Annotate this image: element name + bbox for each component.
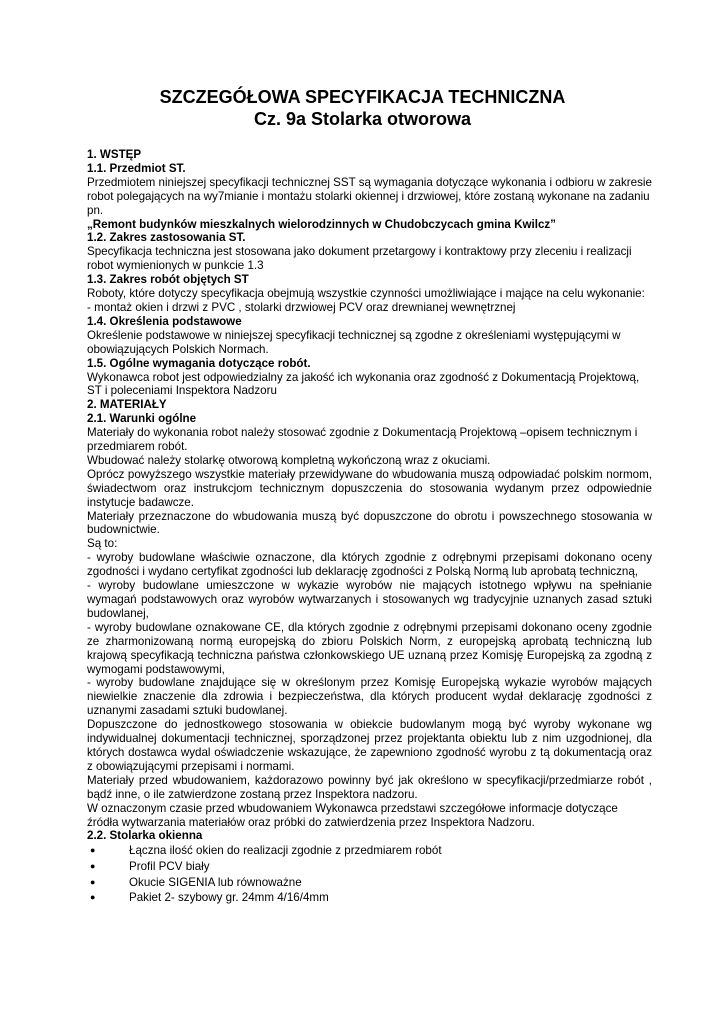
list-item: [87, 843, 652, 859]
paragraph: Przedmiotem niniejszej specyfikacji technicznej SST są wymagania dotyczące wykonania i odbioru w zakresie robot polegających na wy7mianie i montażu stolarki okiennej i drzwiowej, które zostaną wykonane na zadaniu pn.: [87, 175, 652, 217]
bullet-icon: ●: [90, 845, 96, 856]
paragraph: Specyfikacja techniczna jest stosowana jako dokument przetargowy i kontraktowy przy zleceniu i realizacji robot wymienionych w punkcie 1.3: [87, 245, 632, 273]
document-subtitle: Cz. 9a Stolarka otworowa: [253, 109, 472, 129]
list-item-text: Okucie SIGENIA lub równoważne: [129, 875, 302, 889]
window-spec-list: [87, 843, 652, 905]
bullet-icon: ●: [90, 892, 96, 903]
list-item-text: Profil PCV biały: [129, 859, 210, 873]
paragraph: - wyroby budowlane właściwie oznaczone, dla których zgodnie z odrębnymi przepisami dokonano oceny zgodności i wydano certyfikat zgodności lub deklarację zgodności z Polską Normą lub aprobatą techniczną,: [87, 551, 652, 579]
paragraph: W oznaczonym czasie przed wbudowaniem Wykonawca przedstawi szczegółowe informacje dotyczące źródła wytwarzania materiałów oraz próbki do zatwierdzenia przez Inspektora Nadzoru.: [87, 801, 618, 829]
body-paragraphs: [87, 148, 652, 843]
paragraph: Materiały przed wbudowaniem, każdorazowo powinny być jak określono w specyfikacji/przedmiarze robót , bądź inne, o ile zatwierdzone zostaną przez Inspektora nadzoru.: [87, 773, 652, 801]
section-heading: 2.1. Warunki ogólne: [87, 412, 197, 426]
section-heading: 1.5. Ogólne wymagania dotyczące robót.: [87, 356, 311, 370]
paragraph: - wyroby budowlane oznakowane CE, dla których zgodnie z odrębnymi przepisami dokonano oceny zgodnie ze zharmonizowaną normą europejską do zbioru Polskich Norm, z europejską aprobatą techniczną lub krajową specyfikacją techniczna państwa członkowskiego UE uznaną przez Komisję Europejską za zgodną z wymogami podstawowymi,: [87, 620, 652, 676]
list-item: [87, 859, 652, 875]
document-body: [87, 148, 652, 906]
paragraph: Są to:: [87, 537, 118, 551]
paragraph: Określenie podstawowe w niniejszej specyfikacji technicznej są zgodne z określeniami występującymi w obowiązujących Polskich Normach.: [87, 328, 621, 356]
document-title: SZCZEGÓŁOWA SPECYFIKACJA TECHNICZNA: [159, 87, 566, 107]
section-heading: 1.1. Przedmiot ST.: [87, 161, 186, 175]
paragraph: - wyroby budowlane znajdujące się w określonym przez Komisję Europejską wykazie wyrobów mających niewielkie znaczenie dla zdrowia i bezpieczeństwa, dla których producent wydał deklarację zgodności z uznanymi zasadami sztuki budowlanej.: [87, 676, 652, 718]
list-item: [87, 890, 652, 906]
section-heading: 2. MATERIAŁY: [87, 398, 167, 412]
section-heading: 1.2. Zakres zastosowania ST.: [87, 231, 246, 245]
list-item-text: Pakiet 2- szybowy gr. 24mm 4/16/4mm: [129, 891, 329, 905]
list-item-text: Łączna ilość okien do realizacji zgodnie z przedmiarem robót: [129, 844, 442, 858]
paragraph: - wyroby budowlane umieszczone w wykazie wyrobów nie mających istotnego wpływu na spełnianie wymagań podstawowych oraz wyrobów wytwarzanych i stosowanych wg tradycyjnie uznanych zasad sztuki budowlanej,: [87, 579, 652, 620]
paragraph: - montaż okien i drzwi z PVC , stolarki drzwiowej PCV oraz drewnianej wewnętrznej: [87, 300, 516, 314]
bullet-icon: ●: [90, 860, 96, 871]
paragraph: Wbudować należy stolarkę otworową kompletną wykończoną wraz z okuciami.: [87, 453, 491, 467]
section-heading: 2.2. Stolarka okienna: [87, 829, 203, 843]
list-item: [87, 875, 652, 891]
paragraph: Dopuszczone do jednostkowego stosowania w obiekcie budowlanym mogą być wyroby wykonane wg indywidualnej dokumentacji technicznej, sporządzonej przez projektanta obiektu lub z nim uzgodnionej, dla których dostawca wydal oświadczenie wskazujące, że zapewniono zgodność wyrobu z tą dokumentacją oraz z obowiązującymi przepisami i normami.: [87, 718, 652, 773]
paragraph: Materiały do wykonania robot należy stosować zgodnie z Dokumentacją Projektową –opisem technicznym i przedmiarem robót.: [87, 426, 638, 454]
paragraph: Roboty, które dotyczy specyfikacja obejmują wszystkie czynności umożliwiające i mające na celu wykonanie:: [87, 287, 645, 301]
section-heading: 1. WSTĘP: [87, 148, 142, 161]
section-heading: 1.3. Zakres robót objętych ST: [87, 273, 249, 287]
paragraph: Oprócz powyższego wszystkie materiały przewidywane do wbudowania muszą odpowiadać polskim normom, świadectwom oraz instrukcjom technicznym dopuszczenia do stosowania wydanym przez odpowiednie instytucje badawcze.: [87, 467, 652, 509]
section-heading: „Remont budynków mieszkalnych wielorodzinnych w Chudobczycach gmina Kwilcz”: [87, 217, 556, 231]
paragraph: Materiały przeznaczone do wbudowania muszą być dopuszczone do obrotu i powszechnego stosowania w budownictwie.: [87, 509, 652, 537]
paragraph: Wykonawca robot jest odpowiedzialny za jakość ich wykonania oraz zgodność z Dokumentacją Projektową, ST i poleceniami Inspektora Nadzoru: [87, 370, 640, 398]
section-heading: 1.4. Określenia podstawowe: [87, 314, 242, 328]
bullet-icon: ●: [90, 876, 96, 887]
